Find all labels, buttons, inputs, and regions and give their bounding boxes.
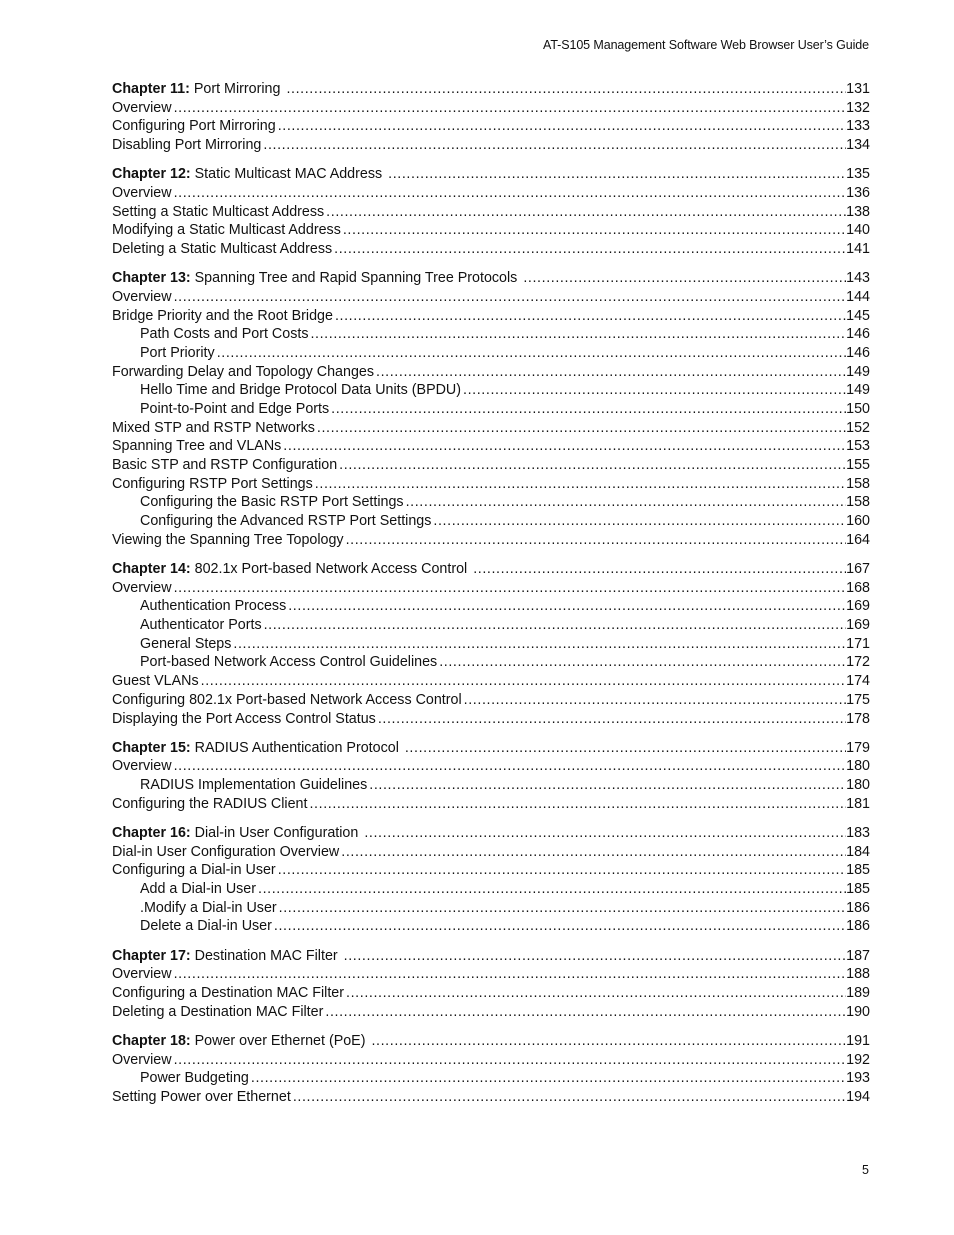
page-ref: 168 <box>846 579 870 596</box>
page-ref: 184 <box>846 843 870 860</box>
toc-chapter-entry[interactable] <box>112 1032 870 1051</box>
toc-entry[interactable] <box>112 117 870 136</box>
dot-leader <box>262 616 847 635</box>
dot-leader <box>324 203 846 222</box>
dot-leader <box>256 880 846 899</box>
entry-title: Authentication Process <box>140 598 287 615</box>
entry-title: Configuring the RADIUS Client <box>112 795 308 812</box>
toc-chapter-block <box>112 269 870 549</box>
entry-title: Authenticator Ports <box>140 617 262 634</box>
entry-title: Overview <box>112 1051 172 1068</box>
toc-entry[interactable] <box>112 400 870 419</box>
chapter-heading <box>112 1032 369 1051</box>
toc-entry[interactable] <box>112 653 870 672</box>
page-ref: 136 <box>846 184 870 201</box>
dot-leader <box>286 597 846 616</box>
dot-leader <box>337 456 846 475</box>
page-ref: 186 <box>846 899 870 916</box>
page-ref: 174 <box>846 673 870 690</box>
chapter-label: Chapter 13: <box>112 270 191 287</box>
entry-title: General Steps <box>140 635 232 652</box>
chapter-title: RADIUS Authentication Protocol <box>194 739 399 756</box>
page-ref: 180 <box>846 777 870 794</box>
entry-title: Deleting a Static Multicast Address <box>112 241 333 257</box>
entry-title: Path Costs and Port Costs <box>140 326 309 343</box>
entry-title: Overview <box>112 288 172 305</box>
toc-chapter-entry[interactable] <box>112 560 870 579</box>
page-ref: 194 <box>846 1088 870 1105</box>
page-ref: 160 <box>846 513 870 530</box>
chapter-title: 802.1x Port-based Network Access Control <box>194 561 468 577</box>
toc-entry[interactable] <box>112 136 870 155</box>
page-ref: 133 <box>846 118 870 135</box>
chapter-title: Port Mirroring <box>193 81 281 97</box>
dot-leader <box>172 579 847 598</box>
entry-title: RADIUS Implementation Guidelines <box>140 777 368 794</box>
page-ref: 158 <box>846 475 870 492</box>
dot-leader <box>461 381 846 400</box>
entry-title: Deleting a Destination MAC Filter <box>112 1003 324 1020</box>
toc-entry[interactable] <box>112 531 870 550</box>
page-ref: 134 <box>846 137 870 154</box>
toc-chapter-block <box>112 165 870 258</box>
chapter-label: Chapter 11: <box>112 81 190 97</box>
entry-title: Configuring Port Mirroring <box>112 118 276 135</box>
dot-leader <box>339 843 846 862</box>
dot-leader <box>172 1051 847 1070</box>
chapter-label: Chapter 12: <box>112 166 191 183</box>
toc-chapter-block <box>112 824 870 936</box>
chapter-label: Chapter 17: <box>112 947 191 964</box>
page-ref: 179 <box>846 739 870 756</box>
dot-leader <box>172 288 847 307</box>
dot-leader <box>276 117 846 136</box>
toc-entry[interactable] <box>112 691 870 710</box>
dot-leader <box>313 475 846 494</box>
toc-entry[interactable] <box>112 861 870 880</box>
dot-leader <box>281 437 846 456</box>
page-ref: 167 <box>846 561 870 577</box>
dot-leader <box>215 344 846 363</box>
page-ref: 169 <box>846 598 870 615</box>
toc-entry[interactable] <box>112 1003 870 1022</box>
dot-leader <box>431 512 846 531</box>
chapter-heading <box>112 165 386 184</box>
toc-chapter-entry[interactable] <box>112 947 870 966</box>
toc-entry[interactable] <box>112 203 870 222</box>
page-ref: 145 <box>846 307 870 324</box>
toc-entry[interactable] <box>112 475 870 494</box>
dot-leader <box>333 307 846 326</box>
page-ref: 190 <box>846 1003 870 1020</box>
entry-title: Spanning Tree and VLANs <box>112 438 282 455</box>
entry-title: Configuring a Destination MAC Filter <box>112 984 345 1001</box>
entry-title: Configuring the Basic RSTP Port Settings <box>140 494 404 511</box>
page-ref: 175 <box>846 691 870 708</box>
dot-leader <box>462 691 846 710</box>
dot-leader <box>437 653 846 672</box>
page-ref: 153 <box>846 438 870 455</box>
entry-title: Guest VLANs <box>112 673 199 690</box>
toc-chapter-entry[interactable] <box>112 824 870 843</box>
dot-leader <box>521 269 846 288</box>
entry-title: .Modify a Dial-in User <box>140 899 277 916</box>
toc-entry[interactable] <box>112 880 870 899</box>
page-ref: 193 <box>846 1070 870 1087</box>
toc-entry[interactable] <box>112 917 870 936</box>
dot-leader <box>344 531 847 550</box>
chapter-title: Destination MAC Filter <box>194 947 338 964</box>
entry-title: Overview <box>112 184 172 201</box>
page-ref: 144 <box>846 288 870 305</box>
toc-entry[interactable] <box>112 221 870 240</box>
toc-entry[interactable] <box>112 597 870 616</box>
entry-title: Modifying a Static Multicast Address <box>112 222 341 239</box>
page-ref: 185 <box>846 881 870 897</box>
toc-entry[interactable] <box>112 184 870 203</box>
entry-title: Port-based Network Access Control Guidelines <box>140 654 438 671</box>
entry-title: Delete a Dial-in User <box>140 918 272 935</box>
page-ref: 169 <box>846 617 870 634</box>
entry-title: Overview <box>112 966 172 983</box>
page-ref: 180 <box>846 758 870 775</box>
page-ref: 186 <box>846 918 870 935</box>
entry-title: Dial-in User Configuration Overview <box>112 843 340 860</box>
dot-leader <box>276 861 846 880</box>
page-ref: 143 <box>846 270 870 287</box>
toc-entry[interactable] <box>112 984 870 1003</box>
chapter-title: Dial-in User Configuration <box>194 824 359 841</box>
dot-leader <box>272 917 846 936</box>
page-ref: 146 <box>846 326 870 343</box>
entry-title: Configuring the Advanced RSTP Port Settings <box>140 513 432 530</box>
toc-chapter-block <box>112 947 870 1022</box>
dot-leader <box>308 325 846 344</box>
dot-leader <box>172 965 847 984</box>
page-ref: 187 <box>846 947 870 964</box>
toc-entry[interactable] <box>112 843 870 862</box>
toc-entry[interactable] <box>112 757 870 776</box>
toc-entry[interactable] <box>112 344 870 363</box>
toc-entry[interactable] <box>112 616 870 635</box>
toc-entry[interactable] <box>112 1088 870 1107</box>
entry-title: Configuring a Dial-in User <box>112 862 276 879</box>
dot-leader <box>332 240 846 259</box>
dot-leader <box>231 635 846 654</box>
running-header: AT-S105 Management Software Web Browser User’s Guide <box>543 38 869 52</box>
dot-leader <box>471 560 846 579</box>
entry-title: Mixed STP and RSTP Networks <box>112 419 315 436</box>
toc-chapter-block <box>112 1032 870 1107</box>
page-ref: 158 <box>846 494 870 511</box>
page-ref: 192 <box>846 1051 870 1068</box>
chapter-label: Chapter 18: <box>112 1032 191 1049</box>
toc-entry[interactable] <box>112 965 870 984</box>
page-ref: 183 <box>846 824 870 841</box>
dot-leader <box>249 1069 846 1088</box>
toc-entry[interactable] <box>112 456 870 475</box>
toc-entry[interactable] <box>112 635 870 654</box>
entry-title: Setting Power over Ethernet <box>112 1088 291 1105</box>
toc-entry[interactable] <box>112 307 870 326</box>
entry-title: Add a Dial-in User <box>140 881 257 897</box>
entry-title: Displaying the Port Access Control Status <box>112 710 376 727</box>
dot-leader <box>172 99 847 118</box>
toc-entry[interactable] <box>112 899 870 918</box>
table-of-contents <box>112 80 870 1117</box>
page-ref: 178 <box>846 710 870 727</box>
dot-leader <box>315 419 846 438</box>
toc-entry[interactable] <box>112 710 870 729</box>
page-ref: 155 <box>846 457 870 474</box>
dot-leader <box>172 184 847 203</box>
dot-leader <box>323 1003 846 1022</box>
entry-title: Overview <box>112 579 172 596</box>
chapter-label: Chapter 16: <box>112 824 191 841</box>
toc-entry[interactable] <box>112 325 870 344</box>
dot-leader <box>261 136 846 155</box>
dot-leader <box>404 493 847 512</box>
dot-leader <box>277 899 846 918</box>
dot-leader <box>329 400 846 419</box>
toc-entry[interactable] <box>112 776 870 795</box>
dot-leader <box>342 947 847 966</box>
dot-leader <box>362 824 846 843</box>
toc-entry[interactable] <box>112 1069 870 1088</box>
dot-leader <box>284 80 846 99</box>
toc-chapter-block <box>112 739 870 814</box>
entry-title: Configuring 802.1x Port-based Network Access Control <box>112 691 462 708</box>
toc-chapter-block <box>112 80 870 155</box>
chapter-title: Power over Ethernet (PoE) <box>194 1032 366 1049</box>
dot-leader <box>367 776 846 795</box>
chapter-heading <box>112 269 521 288</box>
page-ref: 164 <box>846 531 870 548</box>
page-ref: 140 <box>846 222 870 239</box>
entry-title: Forwarding Delay and Topology Changes <box>112 363 375 380</box>
entry-title: Bridge Priority and the Root Bridge <box>112 307 333 324</box>
page-ref: 152 <box>846 419 870 436</box>
dot-leader <box>341 221 846 240</box>
toc-entry[interactable] <box>112 240 870 259</box>
entry-title: Setting a Static Multicast Address <box>112 203 325 220</box>
toc-entry[interactable] <box>112 672 870 691</box>
dot-leader <box>307 795 846 814</box>
dot-leader <box>199 672 847 691</box>
page-ref: 135 <box>846 166 870 183</box>
entry-title: Overview <box>112 758 172 775</box>
dot-leader <box>376 710 846 729</box>
toc-chapter-entry[interactable] <box>112 739 870 758</box>
toc-entry[interactable] <box>112 795 870 814</box>
chapter-heading <box>112 947 342 966</box>
page-ref: 191 <box>846 1032 870 1049</box>
toc-entry[interactable] <box>112 493 870 512</box>
toc-entry[interactable] <box>112 363 870 382</box>
toc-chapter-block <box>112 560 870 728</box>
page-ref: 189 <box>846 984 870 1001</box>
entry-title: Point-to-Point and Edge Ports <box>140 401 330 417</box>
dot-leader <box>369 1032 846 1051</box>
entry-title: Disabling Port Mirroring <box>112 137 262 154</box>
dot-leader <box>386 165 846 184</box>
chapter-label: Chapter 14: <box>112 561 191 577</box>
page-ref: 138 <box>846 203 870 220</box>
toc-entry[interactable] <box>112 1051 870 1070</box>
chapter-title: Static Multicast MAC Address <box>194 166 383 183</box>
page-ref: 188 <box>846 966 870 983</box>
page-ref: 149 <box>846 382 870 399</box>
toc-chapter-entry[interactable] <box>112 269 870 288</box>
toc-entry[interactable] <box>112 381 870 400</box>
entry-title: Hello Time and Bridge Protocol Data Units (BPDU) <box>140 382 462 399</box>
chapter-heading <box>112 739 403 758</box>
toc-entry[interactable] <box>112 437 870 456</box>
chapter-title: Spanning Tree and Rapid Spanning Tree Protocols <box>194 270 518 287</box>
dot-leader <box>172 757 847 776</box>
dot-leader <box>344 984 846 1003</box>
entry-title: Power Budgeting <box>140 1070 249 1087</box>
page-ref: 146 <box>846 344 870 361</box>
entry-title: Overview <box>112 99 172 116</box>
entry-title: Port Priority <box>140 344 215 361</box>
page-number: 5 <box>862 1163 869 1177</box>
dot-leader <box>403 739 846 758</box>
toc-chapter-entry[interactable] <box>112 80 870 99</box>
page-ref: 131 <box>846 81 870 97</box>
chapter-heading <box>112 824 362 843</box>
page-ref: 172 <box>846 654 870 671</box>
page-ref: 132 <box>846 99 870 116</box>
toc-entry[interactable] <box>112 419 870 438</box>
chapter-label: Chapter 15: <box>112 739 191 756</box>
chapter-heading <box>112 560 471 579</box>
page-ref: 141 <box>846 241 870 257</box>
toc-entry[interactable] <box>112 99 870 118</box>
page-ref: 149 <box>846 363 870 380</box>
entry-title: Viewing the Spanning Tree Topology <box>112 531 344 548</box>
toc-entry[interactable] <box>112 512 870 531</box>
toc-entry[interactable] <box>112 579 870 598</box>
entry-title: Configuring RSTP Port Settings <box>112 475 313 492</box>
toc-chapter-entry[interactable] <box>112 165 870 184</box>
dot-leader <box>291 1088 846 1107</box>
toc-entry[interactable] <box>112 288 870 307</box>
page-ref: 181 <box>846 795 870 812</box>
page-ref: 150 <box>846 401 870 417</box>
entry-title: Basic STP and RSTP Configuration <box>112 457 338 474</box>
page-ref: 171 <box>846 635 870 652</box>
dot-leader <box>374 363 846 382</box>
chapter-heading <box>112 80 284 99</box>
page-ref: 185 <box>846 862 870 879</box>
